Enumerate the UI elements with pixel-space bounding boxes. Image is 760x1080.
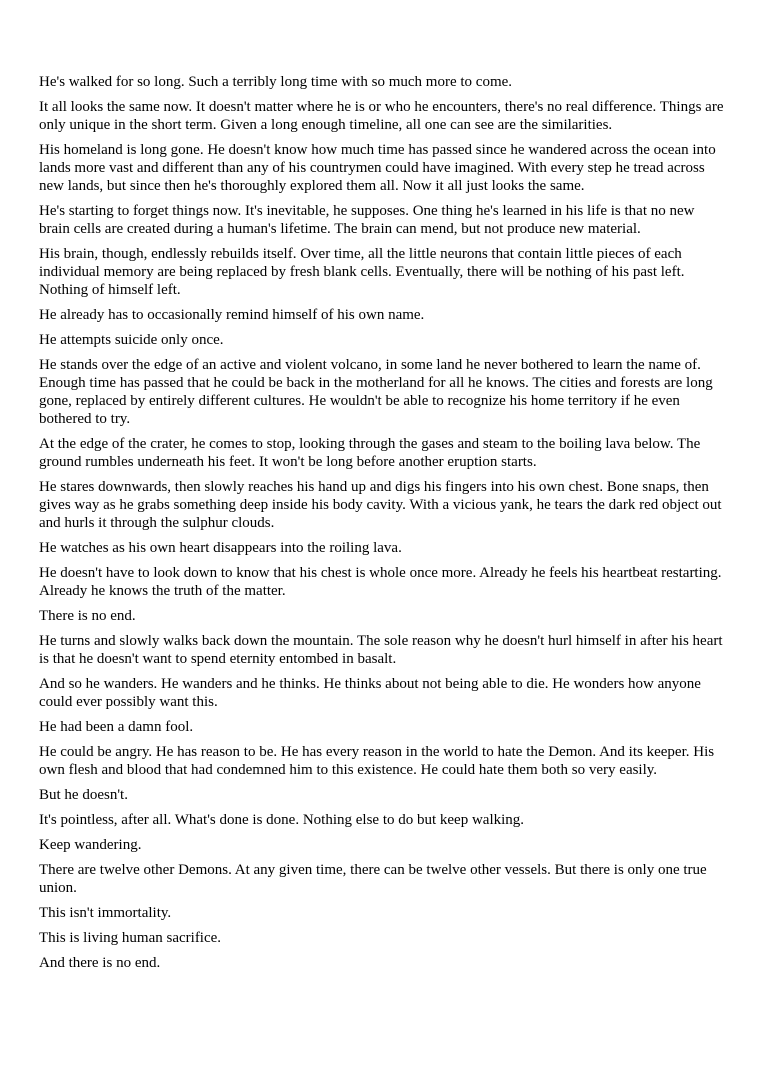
paragraph: He already has to occasionally remind himself of his own name.	[39, 307, 425, 323]
paragraph: It all looks the same now. It doesn't matter where he is or who he encounters, there's no real difference. Things are only unique in the short term. Given a long enough timeline, all one can see are the similarities.	[39, 99, 724, 133]
paragraph: He stares downwards, then slowly reaches his hand up and digs his fingers into his own chest. Bone snaps, then gives way as he grabs something deep inside his body cavity. With a vicious yank, he tears the dark red object out and hurls it through the sulphur clouds.	[39, 479, 722, 531]
paragraph: And there is no end.	[39, 955, 161, 971]
paragraph: He watches as his own heart disappears into the roiling lava.	[39, 540, 402, 556]
paragraph: He doesn't have to look down to know that his chest is whole once more. Already he feels his heartbeat restarting. Already he knows the truth of the matter.	[39, 565, 722, 599]
paragraph: This isn't immortality.	[39, 905, 172, 921]
paragraph: His homeland is long gone. He doesn't know how much time has passed since he wandered across the ocean into lands more vast and different than any of his countrymen could have imagined. With every step he tread across new lands, but since then he's thoroughly explored them all. Now it all just looks the same.	[39, 142, 716, 194]
paragraph: He's starting to forget things now. It's inevitable, he supposes. One thing he's learned in his life is that no new brain cells are created during a human's lifetime. The brain can mend, but not produce new material.	[39, 203, 695, 237]
paragraph: He turns and slowly walks back down the mountain. The sole reason why he doesn't hurl himself in after his heart is that he doesn't want to spend eternity entombed in basalt.	[39, 633, 723, 667]
paragraph: But he doesn't.	[39, 787, 128, 803]
paragraph: Keep wandering.	[39, 837, 142, 853]
paragraph: It's pointless, after all. What's done is done. Nothing else to do but keep walking.	[39, 812, 525, 828]
paragraph: He attempts suicide only once.	[39, 332, 224, 348]
paragraph: He had been a damn fool.	[39, 719, 194, 735]
paragraph: He could be angry. He has reason to be. He has every reason in the world to hate the Demon. And its keeper. His own flesh and blood that had condemned him to this existence. He could hate them both so very easily.	[39, 744, 715, 778]
paragraph: He stands over the edge of an active and violent volcano, in some land he never bothered to learn the name of. Enough time has passed that he could be back in the motherland for all he knows. The cities and forests are long gone, replaced by entirely different cultures. He wouldn't be able to recognize his home territory if he even bothered to try.	[39, 357, 713, 427]
paragraph: He's walked for so long. Such a terribly long time with so much more to come.	[39, 74, 513, 90]
document-body	[39, 73, 729, 979]
paragraph: His brain, though, endlessly rebuilds itself. Over time, all the little neurons that contain little pieces of each individual memory are being replaced by fresh blank cells. Eventually, there will be nothing of his past left. Nothing of himself left.	[39, 246, 685, 298]
paragraph: And so he wanders. He wanders and he thinks. He thinks about not being able to die. He wonders how anyone could ever possibly want this.	[39, 676, 701, 710]
paragraph: At the edge of the crater, he comes to stop, looking through the gases and steam to the boiling lava below. The ground rumbles underneath his feet. It won't be long before another eruption starts.	[39, 436, 701, 470]
paragraph: There is no end.	[39, 608, 136, 624]
paragraph: There are twelve other Demons. At any given time, there can be twelve other vessels. But there is only one true union.	[39, 862, 707, 896]
paragraph: This is living human sacrifice.	[39, 930, 222, 946]
